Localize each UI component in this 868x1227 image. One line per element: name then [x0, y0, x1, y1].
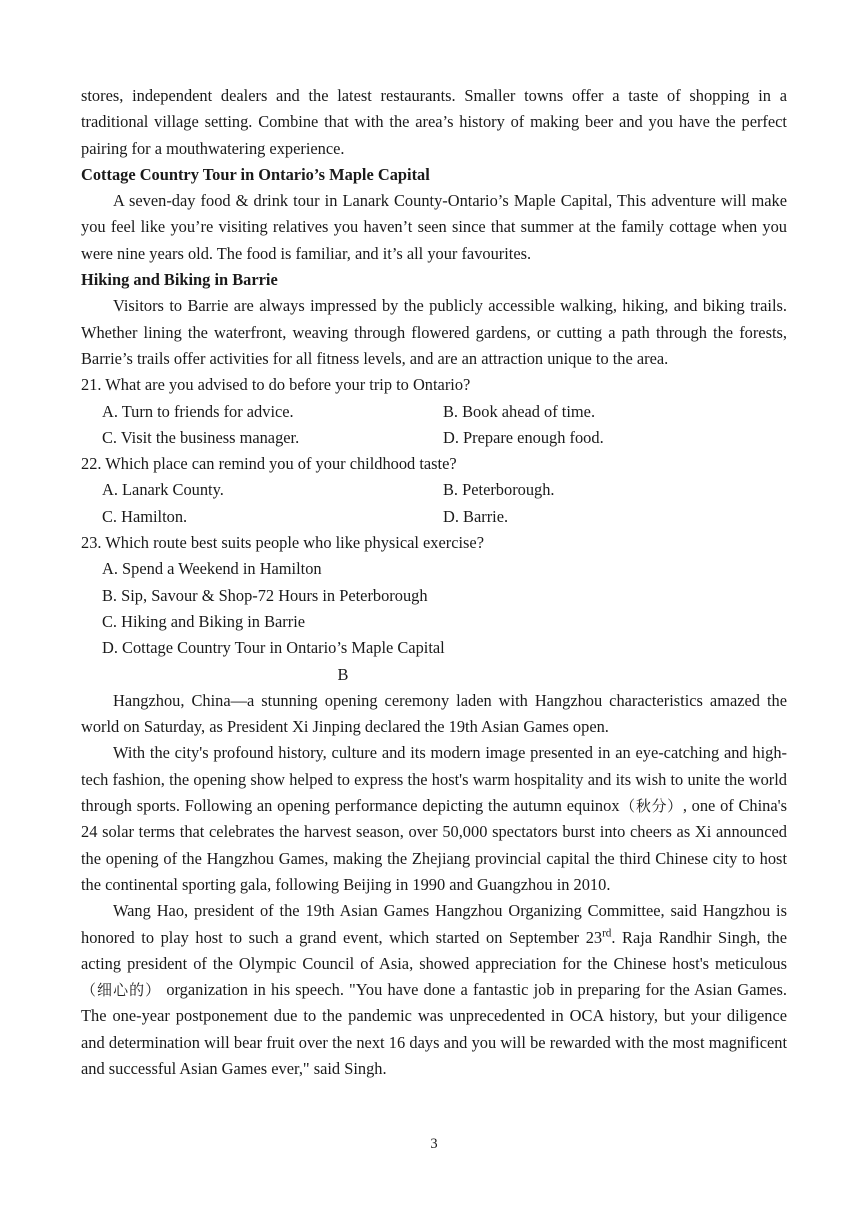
- section-body-hiking-and-biking: Visitors to Barrie are always impressed by the publicly accessible walking, hiking, and biking trails. Whether lining the waterfront, weaving through flowered gardens, or cutting a path through the forests, Barrie’s trails offer activities for all fitness levels, and are an attraction unique to the area.: [81, 296, 787, 368]
- passage-b-paragraph-3: [81, 898, 787, 1082]
- question-23-option-d[interactable]: D. Cottage Country Tour in Ontario’s Maple Capital: [102, 638, 445, 658]
- question-21-option-c[interactable]: C. Visit the business manager.: [102, 427, 300, 447]
- question-22-option-b[interactable]: B. Peterborough.: [443, 480, 555, 500]
- question-22-option-d[interactable]: D. Barrie.: [443, 506, 509, 526]
- passage-b-gloss-xixinde: （细心的）: [81, 981, 162, 1000]
- passage-b-p3-text-part-1: Wang Hao, president of the 19th Asian Games Hangzhou Organizing Committee, said Hangzhou is honored to play host to such a grand event, which started on September 23: [81, 901, 787, 947]
- passage-b-paragraph-1: Hangzhou, China—a stunning opening ceremony laden with Hangzhou characteristics amazed the world on Saturday, as President Xi Jinping declared the 19th Asian Games open.: [81, 690, 787, 737]
- passage-b-p2-text-part-1: With the city's profound history, culture and its modern image presented in an eye-catching and high-tech fashion, the opening show helped to express the host's warm hospitality and its wish to unite the world through sports. Following an opening performance depicting the autumn equinox: [81, 743, 787, 816]
- question-23-stem: 23. Which route best suits people who like physical exercise?: [81, 533, 484, 553]
- ordinal-suffix-rd: rd: [602, 927, 612, 940]
- question-21-stem: 21. What are you advised to do before your trip to Ontario?: [81, 375, 471, 395]
- question-22-options-row-1: [81, 477, 787, 503]
- question-23-option-b[interactable]: B. Sip, Savour & Shop-72 Hours in Peterborough: [102, 585, 428, 605]
- question-22-stem: 22. Which place can remind you of your childhood taste?: [81, 454, 457, 474]
- section-heading-hiking-and-biking: Hiking and Biking in Barrie: [81, 270, 278, 290]
- page-number: 3: [430, 1136, 438, 1152]
- question-21-option-b[interactable]: B. Book ahead of time.: [443, 401, 596, 421]
- question-21-options-row-1: [81, 399, 787, 425]
- question-22-options-row-2: [81, 504, 787, 530]
- question-23-option-c[interactable]: C. Hiking and Biking in Barrie: [102, 611, 306, 631]
- question-22-option-c[interactable]: C. Hamilton.: [102, 506, 188, 526]
- section-heading-cottage-country-tour: Cottage Country Tour in Ontario’s Maple Capital: [81, 164, 430, 184]
- question-21-option-d[interactable]: D. Prepare enough food.: [443, 427, 604, 447]
- passage-b-gloss-qiufen: （秋分）: [619, 797, 683, 816]
- passage-b-paragraph-2: [81, 740, 787, 898]
- passage-b-p3-text-part-3: organization in his speech. "You have done a fantastic job in preparing for the Asian Games. The one-year postponement due to the pandemic was unprecedented in OCA history, but your diligence and determination will bear fruit over the next 16 days and you will be rewarded with the most magnificent and successful Asian Games ever," said Singh.: [81, 980, 787, 1078]
- question-21-options-row-2: [81, 425, 787, 451]
- section-body-cottage-country-tour: A seven-day food & drink tour in Lanark County-Ontario’s Maple Capital, This adventure will make you feel like you’re visiting relatives you haven’t seen since that summer at the family cottage when you were nine years old. The food is familiar, and it’s all your favourites.: [81, 191, 787, 263]
- question-23-option-a[interactable]: A. Spend a Weekend in Hamilton: [102, 559, 322, 579]
- passage-b-p2-text-part-2: , one of China's 24 solar terms that celebrates the harvest season, over 50,000 spectators burst into cheers as Xi announced the opening of the Hangzhou Games, making the Zhejiang provincial capital the third Chinese city to host the continental sporting gala, following Beijing in 1990 and Guangzhou in 2010.: [81, 796, 787, 894]
- passage-a-continued-paragraph: stores, independent dealers and the latest restaurants. Smaller towns offer a taste of shopping in a traditional village setting. Combine that with the area’s history of making beer and you have the perfect pairing for a mouthwatering experience.: [81, 86, 787, 158]
- question-21-option-a[interactable]: A. Turn to friends for advice.: [102, 401, 294, 421]
- question-22-option-a[interactable]: A. Lanark County.: [102, 480, 224, 500]
- passage-b-p3-text-part-2: . Raja Randhir Singh, the acting president of the Olympic Council of Asia, showed appreciation for the Chinese host's meticulous: [81, 927, 787, 973]
- passage-b-marker: B: [337, 664, 349, 684]
- page-content: [81, 83, 787, 1082]
